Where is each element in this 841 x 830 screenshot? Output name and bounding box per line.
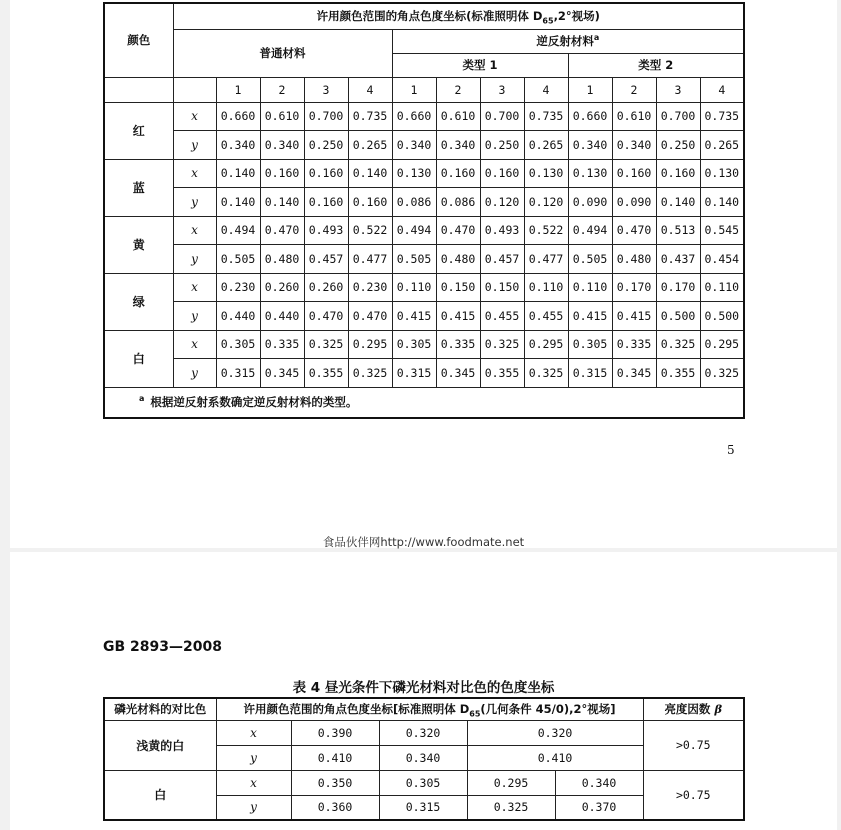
- var-x: x: [216, 720, 291, 745]
- table-cell: 0.340: [612, 131, 656, 160]
- row-color-label: 红: [104, 102, 173, 159]
- table-cell: 0.522: [524, 216, 568, 245]
- chromaticity-table: [103, 2, 745, 419]
- table-cell: 0.320: [467, 720, 643, 745]
- table-cell: 0.355: [480, 359, 524, 388]
- table-cell: 0.160: [480, 159, 524, 188]
- table-cell: 0.390: [291, 720, 379, 745]
- table-footnote: $^a$ 根据逆反射系数确定逆反射材料的类型。: [104, 387, 744, 418]
- table-cell: 0.130: [568, 159, 612, 188]
- table-cell: 0.415: [612, 302, 656, 331]
- header-material: 磷光材料的对比色: [104, 698, 216, 720]
- table-cell: 0.457: [304, 245, 348, 274]
- table-cell: 0.305: [392, 330, 436, 359]
- table-cell: 0.325: [304, 330, 348, 359]
- table-cell: 0.295: [524, 330, 568, 359]
- table-cell: 0.493: [304, 216, 348, 245]
- table-cell: 0.340: [260, 131, 304, 160]
- table-cell: 0.480: [436, 245, 480, 274]
- point-index: 4: [524, 77, 568, 102]
- table-cell: 0.315: [379, 795, 467, 820]
- table-cell: 0.610: [612, 102, 656, 131]
- table-cell: 0.160: [612, 159, 656, 188]
- table-cell: 0.370: [555, 795, 643, 820]
- table-cell: 0.160: [304, 159, 348, 188]
- point-index: 4: [700, 77, 744, 102]
- table-cell: 0.454: [700, 245, 744, 274]
- var-x: x: [173, 159, 216, 188]
- table-cell: 0.457: [480, 245, 524, 274]
- table-cell: 0.335: [612, 330, 656, 359]
- luminance-value: >0.75: [643, 770, 744, 820]
- table-row: [104, 330, 744, 359]
- table-cell: 0.160: [348, 188, 392, 217]
- table-cell: 0.295: [700, 330, 744, 359]
- table-cell: 0.415: [392, 302, 436, 331]
- table-cell: 0.350: [291, 770, 379, 795]
- table-cell: 0.340: [392, 131, 436, 160]
- table-cell: 0.260: [304, 273, 348, 302]
- table-cell: 0.470: [348, 302, 392, 331]
- point-index: 1: [568, 77, 612, 102]
- table-cell: 0.160: [260, 159, 304, 188]
- header-type-1: 类型 1: [392, 53, 568, 77]
- table-cell: 0.470: [612, 216, 656, 245]
- table-cell: 0.250: [304, 131, 348, 160]
- table-cell: 0.500: [656, 302, 700, 331]
- table-cell: 0.295: [348, 330, 392, 359]
- table-row: [104, 245, 744, 274]
- table-cell: 0.140: [348, 159, 392, 188]
- table-cell: 0.265: [700, 131, 744, 160]
- var-x: x: [173, 273, 216, 302]
- table-cell: 0.470: [436, 216, 480, 245]
- row-color-label: 白: [104, 330, 173, 387]
- var-y: y: [173, 131, 216, 160]
- header-luminance: 亮度因数 β: [643, 698, 744, 720]
- table-cell: 0.735: [524, 102, 568, 131]
- table-cell: 0.315: [216, 359, 260, 388]
- var-y: y: [173, 245, 216, 274]
- row-color-label: 绿: [104, 273, 173, 330]
- table-cell: 0.315: [392, 359, 436, 388]
- table-cell: 0.230: [216, 273, 260, 302]
- table-cell: 0.480: [612, 245, 656, 274]
- var-y: y: [216, 795, 291, 820]
- var-y: y: [216, 745, 291, 770]
- table-cell: 0.325: [524, 359, 568, 388]
- table-cell: 0.140: [656, 188, 700, 217]
- table-cell: 0.110: [568, 273, 612, 302]
- table-cell: 0.522: [348, 216, 392, 245]
- table-row: [104, 216, 744, 245]
- point-index: 1: [392, 77, 436, 102]
- header-blank: [104, 77, 173, 102]
- table-cell: 0.494: [568, 216, 612, 245]
- table-row: [104, 102, 744, 131]
- table-cell: 0.470: [304, 302, 348, 331]
- table-cell: 0.493: [480, 216, 524, 245]
- table-cell: 0.415: [436, 302, 480, 331]
- table-cell: 0.494: [216, 216, 260, 245]
- table-cell: 0.160: [436, 159, 480, 188]
- table-cell: 0.660: [568, 102, 612, 131]
- table-cell: 0.345: [612, 359, 656, 388]
- table-cell: 0.140: [700, 188, 744, 217]
- table-cell: 0.295: [467, 770, 555, 795]
- table-cell: 0.305: [568, 330, 612, 359]
- table-cell: 0.340: [379, 745, 467, 770]
- row-label: 白: [104, 770, 216, 820]
- table-cell: 0.086: [392, 188, 436, 217]
- point-index: 3: [480, 77, 524, 102]
- var-x: x: [173, 216, 216, 245]
- table-cell: 0.340: [555, 770, 643, 795]
- table-cell: 0.345: [436, 359, 480, 388]
- table-cell: 0.610: [260, 102, 304, 131]
- header-retro-material: 逆反射材料$^a$: [392, 29, 744, 53]
- table-cell: 0.305: [379, 770, 467, 795]
- point-index: 3: [304, 77, 348, 102]
- table-cell: 0.140: [216, 159, 260, 188]
- table-cell: 0.170: [656, 273, 700, 302]
- table-title: 表 4 昼光条件下磷光材料对比色的色度坐标: [292, 680, 555, 696]
- table-row: [104, 273, 744, 302]
- table-cell: 0.130: [392, 159, 436, 188]
- header-blank: [173, 77, 216, 102]
- point-index: 2: [260, 77, 304, 102]
- point-index: 3: [656, 77, 700, 102]
- table-cell: 0.455: [524, 302, 568, 331]
- table-cell: 0.700: [304, 102, 348, 131]
- table-cell: 0.735: [348, 102, 392, 131]
- table-cell: 0.260: [260, 273, 304, 302]
- var-y: y: [173, 188, 216, 217]
- table-cell: 0.360: [291, 795, 379, 820]
- point-index: 4: [348, 77, 392, 102]
- table-cell: 0.160: [304, 188, 348, 217]
- standard-code: GB 2893—2008: [103, 639, 222, 655]
- table-cell: 0.700: [480, 102, 524, 131]
- table-cell: 0.325: [467, 795, 555, 820]
- point-index: 1: [216, 77, 260, 102]
- table-cell: 0.735: [700, 102, 744, 131]
- footer-watermark: 食品伙伴网http://www.foodmate.net: [322, 535, 525, 549]
- page-number: 5: [727, 443, 735, 457]
- table-cell: 0.090: [568, 188, 612, 217]
- table-cell: 0.545: [700, 216, 744, 245]
- table-cell: 0.150: [436, 273, 480, 302]
- table-cell: 0.415: [568, 302, 612, 331]
- row-label: 浅黄的白: [104, 720, 216, 770]
- table-cell: 0.250: [656, 131, 700, 160]
- table-cell: 0.477: [524, 245, 568, 274]
- table-row: [104, 159, 744, 188]
- table-cell: 0.110: [392, 273, 436, 302]
- table-cell: 0.170: [612, 273, 656, 302]
- table-cell: 0.340: [436, 131, 480, 160]
- header-normal-material: 普通材料: [173, 29, 392, 77]
- table-row: [104, 302, 744, 331]
- table-cell: 0.305: [216, 330, 260, 359]
- table-cell: 0.610: [436, 102, 480, 131]
- table-cell: 0.315: [568, 359, 612, 388]
- header-type-2: 类型 2: [568, 53, 744, 77]
- table-cell: 0.335: [260, 330, 304, 359]
- table-cell: 0.086: [436, 188, 480, 217]
- var-x: x: [173, 102, 216, 131]
- table-cell: 0.480: [260, 245, 304, 274]
- table-cell: 0.335: [436, 330, 480, 359]
- table-cell: 0.505: [392, 245, 436, 274]
- point-index: 2: [436, 77, 480, 102]
- header-coordinate-range: 许用颜色范围的角点色度坐标(标准照明体 $D_{65},2^\circ$视场): [173, 3, 744, 29]
- table-cell: 0.090: [612, 188, 656, 217]
- table-cell: 0.160: [656, 159, 700, 188]
- table-cell: 0.660: [216, 102, 260, 131]
- table-cell: 0.325: [348, 359, 392, 388]
- header-color: 颜色: [104, 3, 173, 77]
- table-cell: 0.440: [216, 302, 260, 331]
- table-cell: 0.440: [260, 302, 304, 331]
- table-cell: 0.265: [524, 131, 568, 160]
- table-cell: 0.700: [656, 102, 700, 131]
- table-row: [104, 359, 744, 388]
- table-cell: 0.340: [568, 131, 612, 160]
- table-row: [104, 188, 744, 217]
- point-index: 2: [612, 77, 656, 102]
- table-cell: 0.410: [467, 745, 643, 770]
- phosphorescent-table: [103, 697, 745, 821]
- document-page-1: [10, 0, 837, 548]
- table-cell: 0.477: [348, 245, 392, 274]
- table-cell: 0.494: [392, 216, 436, 245]
- table-cell: 0.345: [260, 359, 304, 388]
- row-color-label: 黄: [104, 216, 173, 273]
- table-cell: 0.513: [656, 216, 700, 245]
- table-cell: 0.120: [480, 188, 524, 217]
- table-cell: 0.355: [304, 359, 348, 388]
- luminance-value: >0.75: [643, 720, 744, 770]
- table-cell: 0.120: [524, 188, 568, 217]
- table-cell: 0.355: [656, 359, 700, 388]
- table-cell: 0.455: [480, 302, 524, 331]
- var-x: x: [216, 770, 291, 795]
- header-coordinates: 许用颜色范围的角点色度坐标[标准照明体 $D_{65}$(几何条件 45/0),2°视场]: [216, 698, 643, 720]
- table-cell: 0.230: [348, 273, 392, 302]
- table-cell: 0.410: [291, 745, 379, 770]
- table-cell: 0.320: [379, 720, 467, 745]
- table-cell: 0.250: [480, 131, 524, 160]
- row-color-label: 蓝: [104, 159, 173, 216]
- table-cell: 0.130: [524, 159, 568, 188]
- table-cell: 0.505: [568, 245, 612, 274]
- table-cell: 0.505: [216, 245, 260, 274]
- var-y: y: [173, 302, 216, 331]
- table-cell: 0.150: [480, 273, 524, 302]
- table-cell: 0.470: [260, 216, 304, 245]
- table-cell: 0.140: [216, 188, 260, 217]
- table-cell: 0.110: [524, 273, 568, 302]
- table-cell: 0.437: [656, 245, 700, 274]
- table-cell: 0.340: [216, 131, 260, 160]
- var-x: x: [173, 330, 216, 359]
- table-cell: 0.130: [700, 159, 744, 188]
- table-cell: 0.140: [260, 188, 304, 217]
- table-cell: 0.325: [656, 330, 700, 359]
- table-cell: 0.110: [700, 273, 744, 302]
- table-row: [104, 131, 744, 160]
- table-cell: 0.325: [480, 330, 524, 359]
- table-cell: 0.660: [392, 102, 436, 131]
- table-cell: 0.500: [700, 302, 744, 331]
- var-y: y: [173, 359, 216, 388]
- table-cell: 0.325: [700, 359, 744, 388]
- document-page-2: [10, 552, 837, 830]
- table-cell: 0.265: [348, 131, 392, 160]
